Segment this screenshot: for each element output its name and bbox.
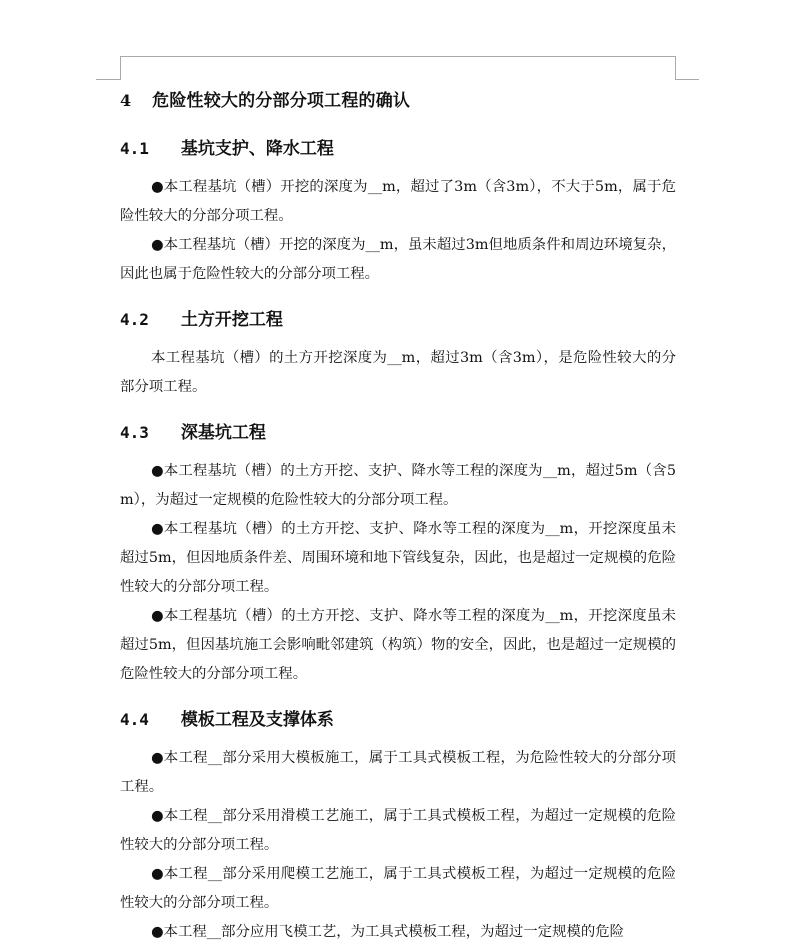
section-heading-4-2 bbox=[120, 307, 676, 333]
section-heading-4-3 bbox=[120, 420, 676, 446]
header-margin-left-vertical-line bbox=[120, 56, 121, 79]
header-margin-top-line bbox=[120, 56, 676, 57]
chapter-heading bbox=[120, 88, 676, 114]
section-title: 模板工程及支撑体系 bbox=[180, 710, 334, 730]
section-4-4-paragraph-2: ●本工程__部分采用滑模工艺施工，属于工具式模板工程，为超过一定规模的危险性较大的分部分项工程。 bbox=[120, 808, 676, 853]
section-4-4-paragraph-1: ●本工程__部分采用大模板施工，属于工具式模板工程，为危险性较大的分部分项工程。 bbox=[120, 750, 676, 795]
chapter-title: 危险性较大的分部分项工程的确认 bbox=[152, 91, 411, 111]
section-4-2-paragraph-1: 本工程基坑（槽）的土方开挖深度为__m，超过3m（含3m），是危险性较大的分部分项工程。 bbox=[120, 350, 676, 395]
section-number: 4.3 bbox=[120, 423, 149, 442]
chapter-number: 4 bbox=[120, 91, 132, 110]
section-4-3-paragraph-3: ●本工程基坑（槽）的土方开挖、支护、降水等工程的深度为__m，开挖深度虽未超过5m，但因基坑施工会影响毗邻建筑（构筑）物的安全，因此，也是超过一定规模的危险性较大的分部分项工程。 bbox=[120, 608, 676, 682]
header-margin-left-horizontal-line bbox=[96, 79, 121, 80]
section-number: 4.4 bbox=[120, 710, 149, 729]
section-4-1-paragraph-1: ●本工程基坑（槽）开挖的深度为__m，超过了3m（含3m），不大于5m，属于危险性较大的分部分项工程。 bbox=[120, 179, 676, 224]
section-heading-4-1 bbox=[120, 136, 676, 162]
document-content bbox=[120, 88, 676, 947]
section-4-3-paragraph-2: ●本工程基坑（槽）的土方开挖、支护、降水等工程的深度为__m，开挖深度虽未超过5m，但因地质条件差、周围环境和地下管线复杂，因此，也是超过一定规模的危险性较大的分部分项工程。 bbox=[120, 521, 676, 595]
section-number: 4.1 bbox=[120, 139, 149, 158]
section-title: 基坑支护、降水工程 bbox=[180, 139, 334, 159]
header-margin-right-horizontal-line bbox=[675, 79, 699, 80]
section-4-4-paragraph-4: ●本工程__部分应用飞模工艺，为工具式模板工程，为超过一定规模的危险 bbox=[151, 924, 625, 940]
section-4-4-paragraph-3: ●本工程__部分采用爬模工艺施工，属于工具式模板工程，为超过一定规模的危险性较大的分部分项工程。 bbox=[120, 866, 676, 911]
section-4-1-paragraph-2: ●本工程基坑（槽）开挖的深度为__m，虽未超过3m但地质条件和周边环境复杂，因此也属于危险性较大的分部分项工程。 bbox=[120, 237, 676, 282]
header-margin-right-vertical-line bbox=[675, 56, 676, 79]
section-number: 4.2 bbox=[120, 310, 149, 329]
section-heading-4-4 bbox=[120, 707, 676, 733]
section-4-3-paragraph-1: ●本工程基坑（槽）的土方开挖、支护、降水等工程的深度为__m，超过5m（含5m），为超过一定规模的危险性较大的分部分项工程。 bbox=[120, 463, 676, 508]
section-title: 深基坑工程 bbox=[180, 423, 266, 443]
section-title: 土方开挖工程 bbox=[180, 310, 283, 330]
